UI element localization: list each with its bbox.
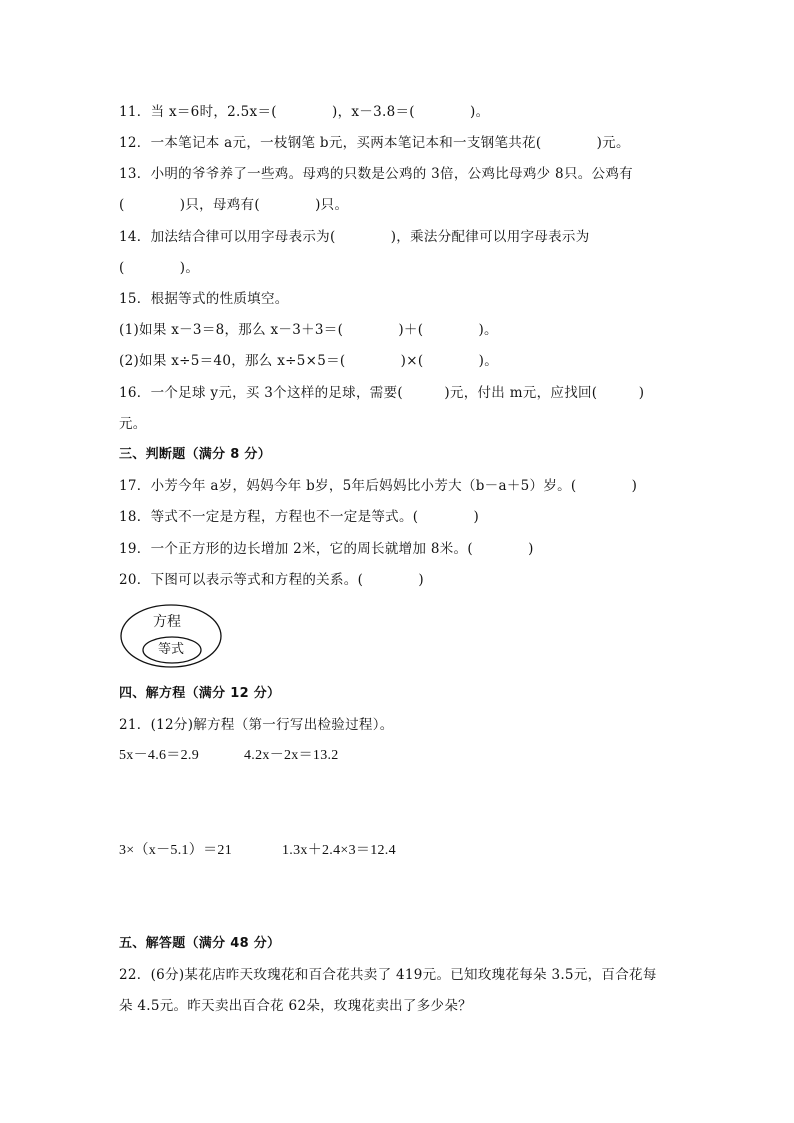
question-13-line-1: 13．小明的爷爷养了一些鸡。母鸡的只数是公鸡的 3倍，公鸡比母鸡少 8只。公鸡有 [119,166,633,182]
question-14-line-1: 14．加法结合律可以用字母表示为( )，乘法分配律可以用字母表示为 [119,229,590,245]
question-15: 15．根据等式的性质填空。 [119,291,289,307]
question-20: 20．下图可以表示等式和方程的关系。( ) [119,572,424,588]
venn-inner-label: 等式 [158,642,185,657]
question-18: 18．等式不一定是方程，方程也不一定是等式。( ) [119,509,480,525]
equation-4: 1.3x＋2.4×3＝12.4 [282,843,396,858]
equation-3: 3×（x－5.1）＝21 [119,843,232,858]
equation-1: 5x－4.6＝2.9 [119,748,199,763]
equation-2: 4.2x－2x＝13.2 [244,748,339,763]
question-17: 17．小芳今年 a岁，妈妈今年 b岁，5年后妈妈比小芳大（b－a＋5）岁。( ) [119,478,638,494]
question-16-line-1: 16．一个足球 y元，买 3个这样的足球，需要( )元，付出 m元，应找回( ) [119,385,645,401]
question-15-part-2: (2)如果 x÷5＝40，那么 x÷5×5＝( )×( )。 [119,353,498,369]
question-11: 11．当 x＝6时，2.5x＝( )，x－3.8＝( )。 [119,104,490,120]
question-22-line-2: 朵 4.5元。昨天卖出百合花 62朵，玫瑰花卖出了多少朵？ [119,998,472,1014]
section-4-heading: 四、解方程（满分 12 分） [119,686,281,701]
question-22-line-1: 22．(6分)某花店昨天玫瑰花和百合花共卖了 419元。已知玫瑰花每朵 3.5元，百合花每 [119,967,657,983]
question-21: 21．(12分)解方程（第一行写出检验过程）。 [119,717,394,733]
question-12: 12．一本笔记本 a元，一枝钢笔 b元，买两本笔记本和一支钢笔共花( )元。 [119,135,630,151]
question-19: 19．一个正方形的边长增加 2米，它的周长就增加 8米。( ) [119,541,534,557]
question-14-line-2: ( )。 [119,260,200,276]
question-16-line-2: 元。 [119,416,147,432]
question-15-part-1: (1)如果 x－3＝8，那么 x－3＋3＝( )＋( )。 [119,322,498,338]
venn-outer-label: 方程 [153,614,181,630]
question-13-line-2: ( )只，母鸡有( )只。 [119,197,349,213]
section-3-heading: 三、判断题（满分 8 分） [119,447,271,462]
section-5-heading: 五、解答题（满分 48 分） [119,936,281,951]
